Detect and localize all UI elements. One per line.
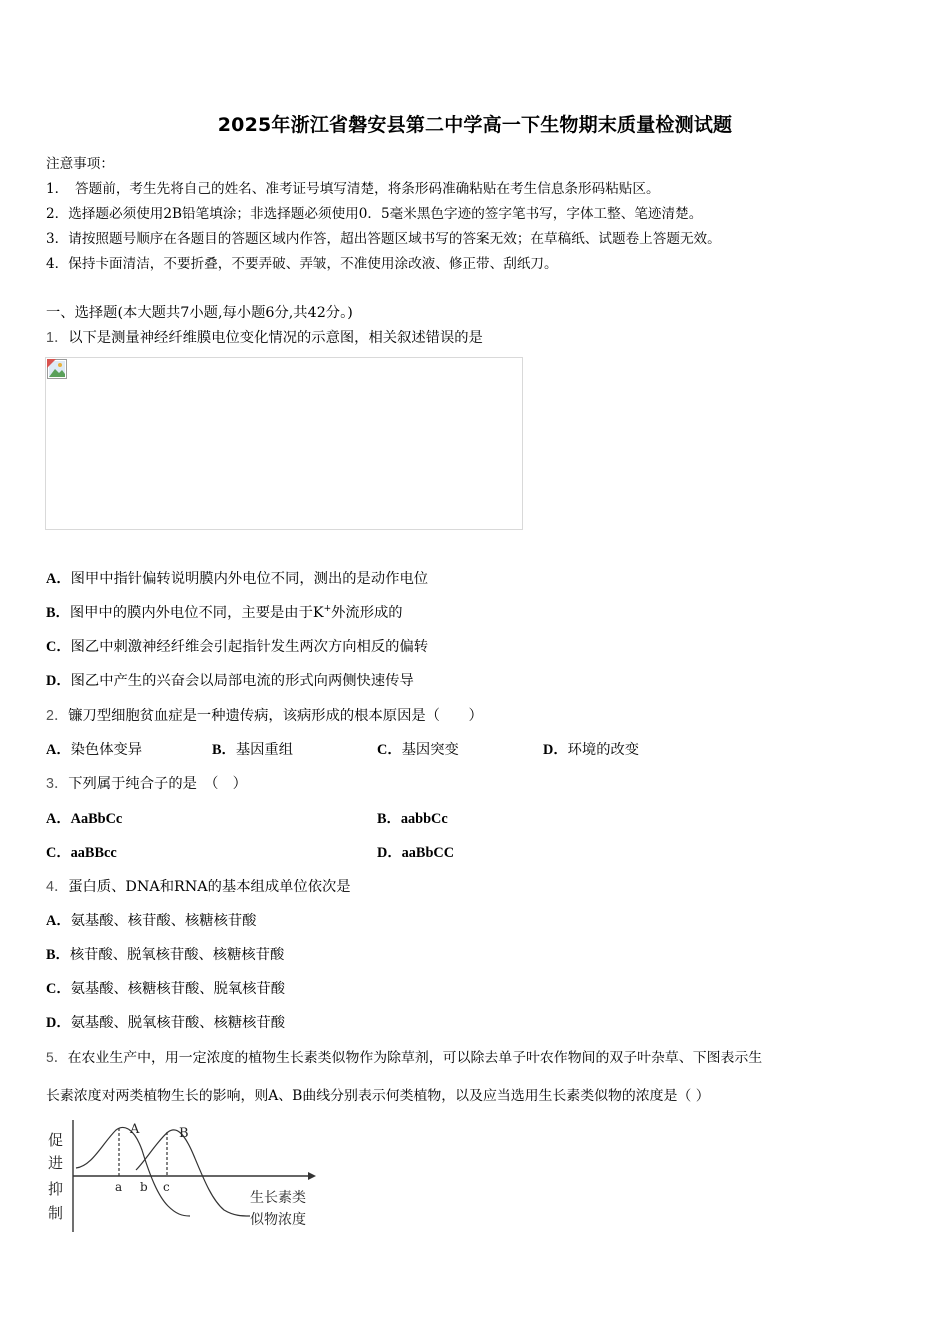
question-2-option-b[interactable]: B．基因重组 <box>212 742 294 758</box>
question-number: 4． <box>46 879 69 895</box>
page-title: 2025年浙江省磐安县第二中学高一下生物期末质量检测试题 <box>217 114 733 136</box>
question-number: 3． <box>46 776 69 792</box>
question-4-option-b[interactable]: B．核苷酸、脱氧核苷酸、核糖核苷酸 <box>46 947 285 963</box>
question-1-option-d[interactable]: D．图乙中产生的兴奋会以局部电流的形式向两侧快速传导 <box>46 673 414 689</box>
question-text: 下列属于纯合子的是 （ ） <box>68 776 247 792</box>
x-axis-title-line-1: 生长素类 <box>250 1190 306 1206</box>
y-label-promote-1: 促 <box>48 1131 64 1149</box>
question-1-stem <box>46 327 483 347</box>
x-axis-title-line-2: 似物浓度 <box>250 1212 306 1228</box>
question-3-option-b[interactable]: B．aabbCc <box>377 811 448 827</box>
question-3-option-c[interactable]: C．aaBBcc <box>46 845 117 861</box>
question-4-stem <box>46 876 351 896</box>
y-label-promote-2: 进 <box>48 1154 64 1172</box>
question-3-stem <box>46 773 247 793</box>
question-4-option-c[interactable]: C．氨基酸、核糖核苷酸、脱氧核苷酸 <box>46 981 286 997</box>
question-4-option-a[interactable]: A．氨基酸、核苷酸、核糖核苷酸 <box>46 913 257 929</box>
notice-item-4: 4．保持卡面清洁，不要折叠，不要弄破、弄皱，不准使用涂改液、修正带、刮纸刀。 <box>46 256 558 272</box>
section-heading: 一、选择题(本大题共7小题,每小题6分,共42分。) <box>46 305 353 321</box>
curve-b <box>136 1130 250 1216</box>
question-2-option-a[interactable]: A．染色体变异 <box>46 742 143 758</box>
question-text: 在农业生产中，用一定浓度的植物生长素类似物作为除草剂，可以除去单子叶农作物间的双子叶杂草、下图表示生 <box>67 1050 763 1066</box>
x-point-b: b <box>140 1180 148 1194</box>
question-number: 5． <box>46 1049 68 1065</box>
question-5-stem-line-1 <box>46 1046 762 1066</box>
broken-image-icon <box>47 359 67 379</box>
question-2-option-d[interactable]: D．环境的改变 <box>543 742 640 758</box>
question-3-option-d[interactable]: D．aaBbCC <box>377 845 455 861</box>
question-4-option-d[interactable]: D．氨基酸、脱氧核苷酸、核糖核苷酸 <box>46 1015 286 1031</box>
question-number: 2． <box>46 708 69 724</box>
curve-a <box>76 1127 190 1216</box>
x-point-c: c <box>163 1180 170 1194</box>
notice-item-3: 3．请按照题号顺序在各题目的答题区域内作答，超出答题区域书写的答案无效；在草稿纸、试题卷上答题无效。 <box>46 231 721 247</box>
question-2-option-c[interactable]: C．基因突变 <box>377 742 459 758</box>
x-axis-arrow <box>308 1172 316 1180</box>
question-2-stem <box>46 705 483 725</box>
question-1-option-b[interactable]: B．图甲中的膜内外电位不同，主要是由于K+外流形成的 <box>46 604 403 621</box>
notice-item-2: 2．选择题必须使用2B铅笔填涂；非选择题必须使用0．5毫米黑色字迹的签字笔书写，字体工整、笔迹清楚。 <box>46 206 703 222</box>
question-1-option-a[interactable]: A．图甲中指针偏转说明膜内外电位不同，测出的是动作电位 <box>46 571 429 587</box>
question-3-option-a[interactable]: A．AaBbCc <box>46 811 123 827</box>
y-label-inhibit-1: 抑 <box>48 1180 64 1198</box>
question-text: 蛋白质、DNA和RNA的基本组成单位依次是 <box>68 879 351 895</box>
x-point-a: a <box>115 1180 123 1194</box>
question-5-stem-line-2: 长素浓度对两类植物生长的影响，则A、B曲线分别表示何类植物，以及应当选用生长素类似物的浓度是（ ） <box>46 1088 710 1104</box>
question-text: 镰刀型细胞贫血症是一种遗传病，该病形成的根本原因是（ ） <box>68 708 483 724</box>
question-text: 以下是测量神经纤维膜电位变化情况的示意图，相关叙述错误的是 <box>68 330 483 346</box>
notice-heading: 注意事项： <box>46 156 114 172</box>
curve-label-b: B <box>179 1126 189 1141</box>
y-label-inhibit-2: 制 <box>48 1204 64 1222</box>
notice-item-1: 1． 答题前，考生先将自己的姓名、准考证号填写清楚，将条形码准确粘贴在考生信息条形码粘贴区。 <box>46 181 660 197</box>
question-1-option-c[interactable]: C．图乙中刺激神经纤维会引起指针发生两次方向相反的偏转 <box>46 639 429 655</box>
curve-label-a: A <box>130 1122 140 1137</box>
auxin-concentration-graph <box>44 1120 334 1236</box>
question-number: 1． <box>46 330 69 346</box>
figure-placeholder <box>45 357 523 530</box>
